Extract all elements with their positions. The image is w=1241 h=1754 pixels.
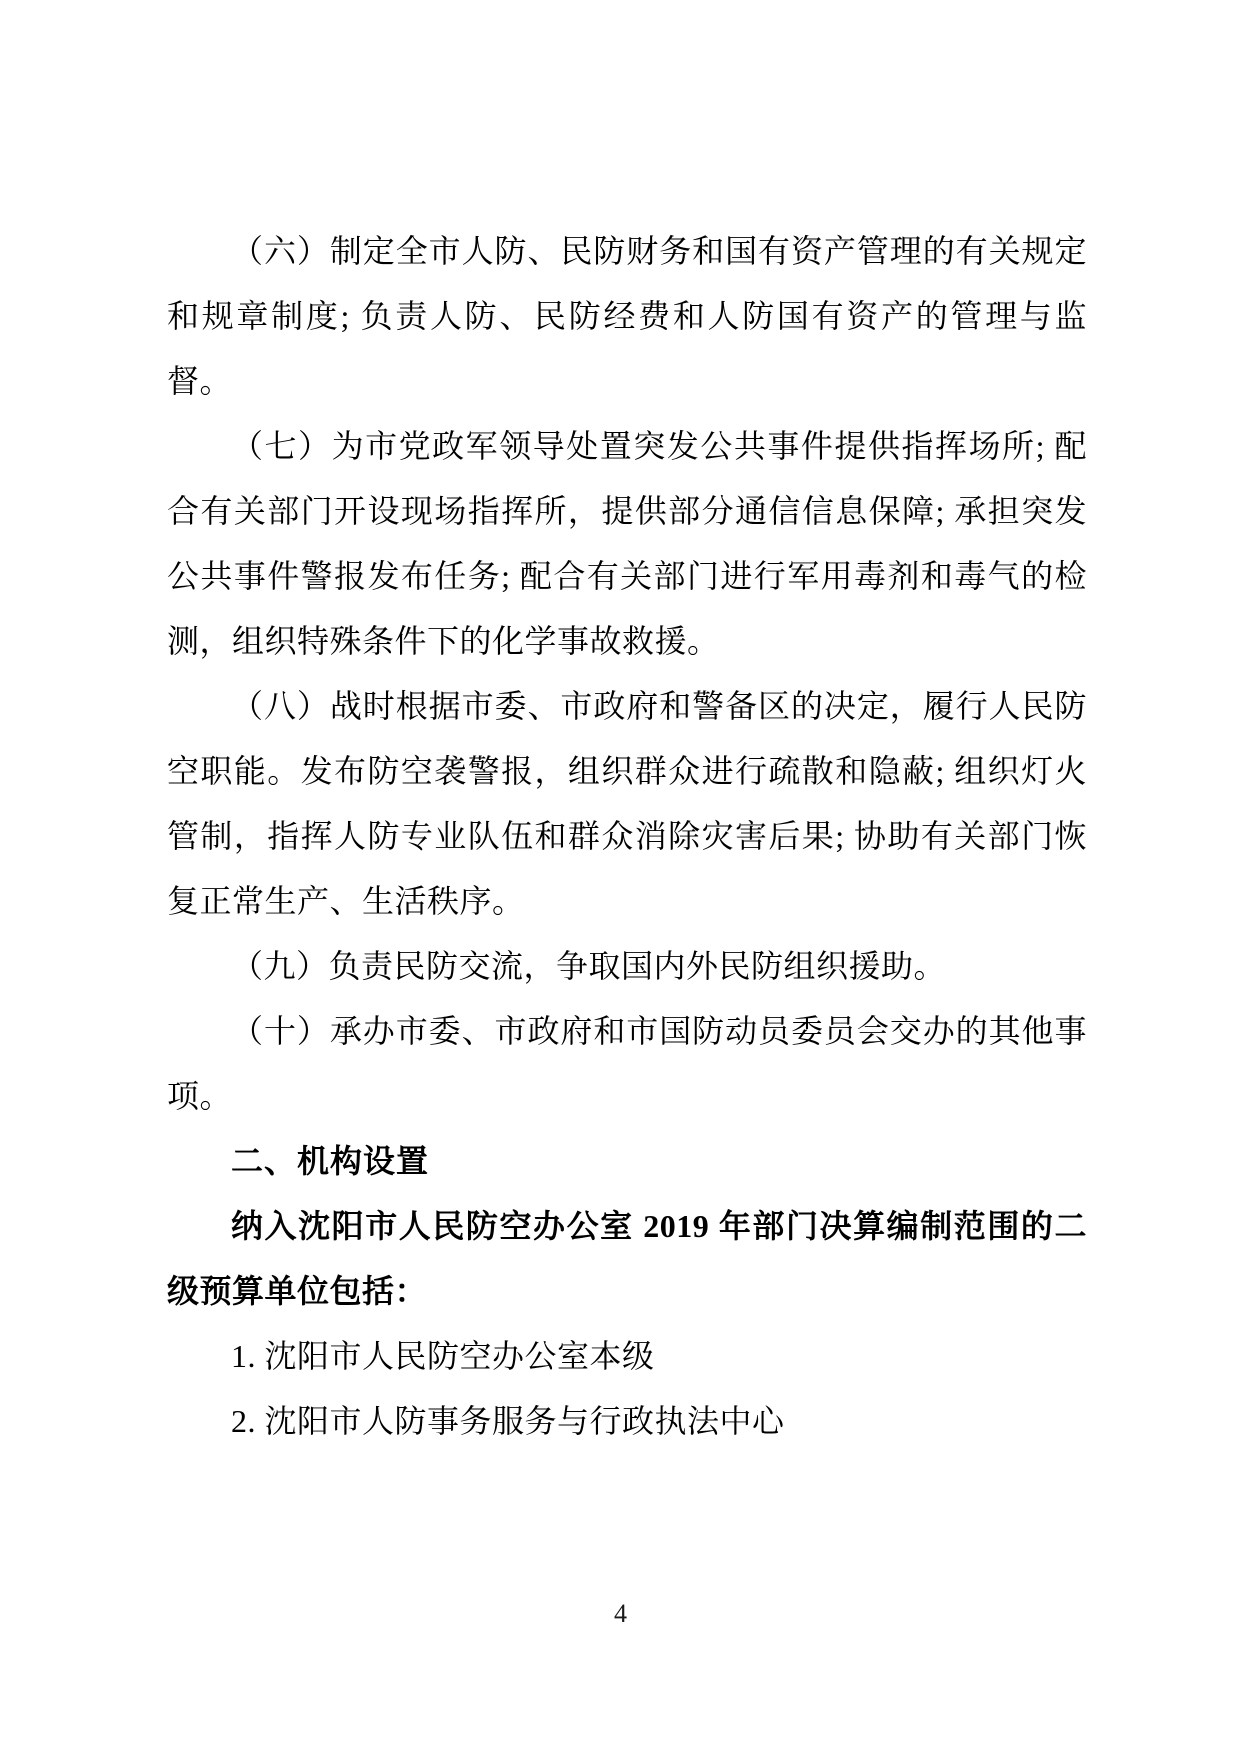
paragraph-clause-6: （六）制定全市人防、民防财务和国有资产管理的有关规定和规章制度; 负责人防、民防经费和人防国有资产的管理与监督。	[167, 233, 1087, 399]
paragraph-clause-7: （七）为市党政军领导处置突发公共事件提供指挥场所; 配合有关部门开设现场指挥所，提供部分通信信息保障; 承担突发公共事件警报发布任务; 配合有关部门进行军用毒剂和毒气的检测，组织特殊条件下的化学事故救援。	[167, 428, 1087, 659]
budget-scope-intro: 纳入沈阳市人民防空办公室 2019 年部门决算编制范围的二级预算单位包括：	[167, 1208, 1087, 1309]
page-footer	[0, 1598, 1241, 1630]
budget-unit-item-2: 2. 沈阳市人防事务服务与行政执法中心	[231, 1403, 785, 1439]
paragraph-clause-8: （八）战时根据市委、市政府和警备区的决定，履行人民防空职能。发布防空袭警报，组织群众进行疏散和隐蔽; 组织灯火管制，指挥人防专业队伍和群众消除灾害后果; 协助有关部门恢复正常生产、生活秩序。	[167, 688, 1087, 919]
budget-unit-item-1: 1. 沈阳市人民防空办公室本级	[231, 1338, 655, 1374]
section-heading-organization-setup: 二、机构设置	[231, 1143, 430, 1179]
paragraph-clause-10: （十）承办市委、市政府和市国防动员委员会交办的其他事项。	[167, 1013, 1087, 1114]
paragraph-clause-9: （九）负责民防交流，争取国内外民防组织援助。	[231, 948, 947, 984]
document-body	[167, 219, 1087, 1454]
page-number: 4	[614, 1599, 627, 1628]
